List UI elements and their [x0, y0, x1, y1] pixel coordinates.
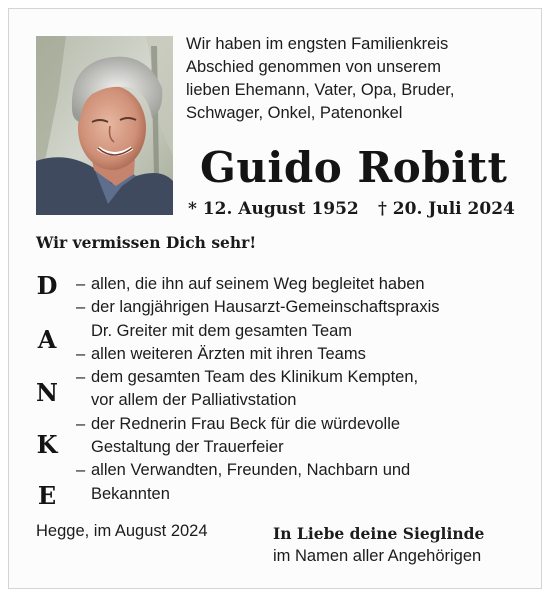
intro-line: Wir haben im engsten Familienkreis [186, 35, 449, 53]
thanks-line: allen Verwandten, Freunden, Nachbarn und [91, 461, 411, 480]
thanks-line: der Rednerin Frau Beck für die würdevolle [91, 414, 401, 433]
danke-letter: A [37, 325, 57, 354]
danke-letter: E [37, 481, 57, 510]
thanks-line: vor allem der Palliativstation [91, 391, 297, 410]
thanks-item [76, 296, 536, 343]
dash: – [76, 298, 86, 317]
miss-message: Wir vermissen Dich sehr! [36, 233, 257, 252]
thanks-item [76, 273, 536, 296]
thanks-line: dem gesamten Team des Klinikum Kempten, [91, 368, 419, 387]
signature-subline: im Namen aller Angehörigen [273, 547, 482, 565]
danke-letter: N [36, 378, 58, 407]
thanks-line: der langjährigen Hausarzt-Gemeinschaftspraxis [91, 298, 440, 317]
danke-letter: D [36, 271, 58, 300]
dash: – [76, 368, 86, 387]
intro-line: lieben Ehemann, Vater, Opa, Bruder, [186, 81, 455, 99]
danke-letter: K [36, 430, 58, 459]
signature-block [273, 522, 484, 568]
intro-line: Abschied genommen von unserem [186, 58, 441, 76]
intro-text [186, 33, 526, 125]
dash: – [76, 275, 86, 293]
deceased-name: Guido Robitt [200, 143, 508, 192]
thanks-line: Bekannten [91, 484, 170, 503]
thanks-list [76, 273, 536, 506]
thanks-item [76, 343, 536, 366]
dash: – [76, 461, 86, 480]
death-date: † 20. Juli 2024 [378, 199, 515, 219]
thanks-line: Dr. Greiter mit dem gesamten Team [91, 321, 353, 340]
portrait-photo [36, 36, 173, 215]
signature: In Liebe deine Sieglinde [273, 524, 485, 543]
thanks-item [76, 413, 536, 460]
thanks-item [76, 459, 536, 506]
dash: – [76, 414, 86, 433]
thanks-line: Gestaltung der Trauerfeier [91, 438, 284, 457]
birth-date: * 12. August 1952 [188, 199, 359, 219]
thanks-line: allen, die ihn auf seinem Weg begleitet haben [91, 275, 425, 293]
thanks-item [76, 366, 536, 413]
intro-line: Schwager, Onkel, Patenonkel [186, 104, 403, 122]
dash: – [76, 344, 86, 363]
thanks-line: allen weiteren Ärzten mit ihren Teams [91, 344, 366, 363]
place-date: Hegge, im August 2024 [36, 522, 208, 540]
